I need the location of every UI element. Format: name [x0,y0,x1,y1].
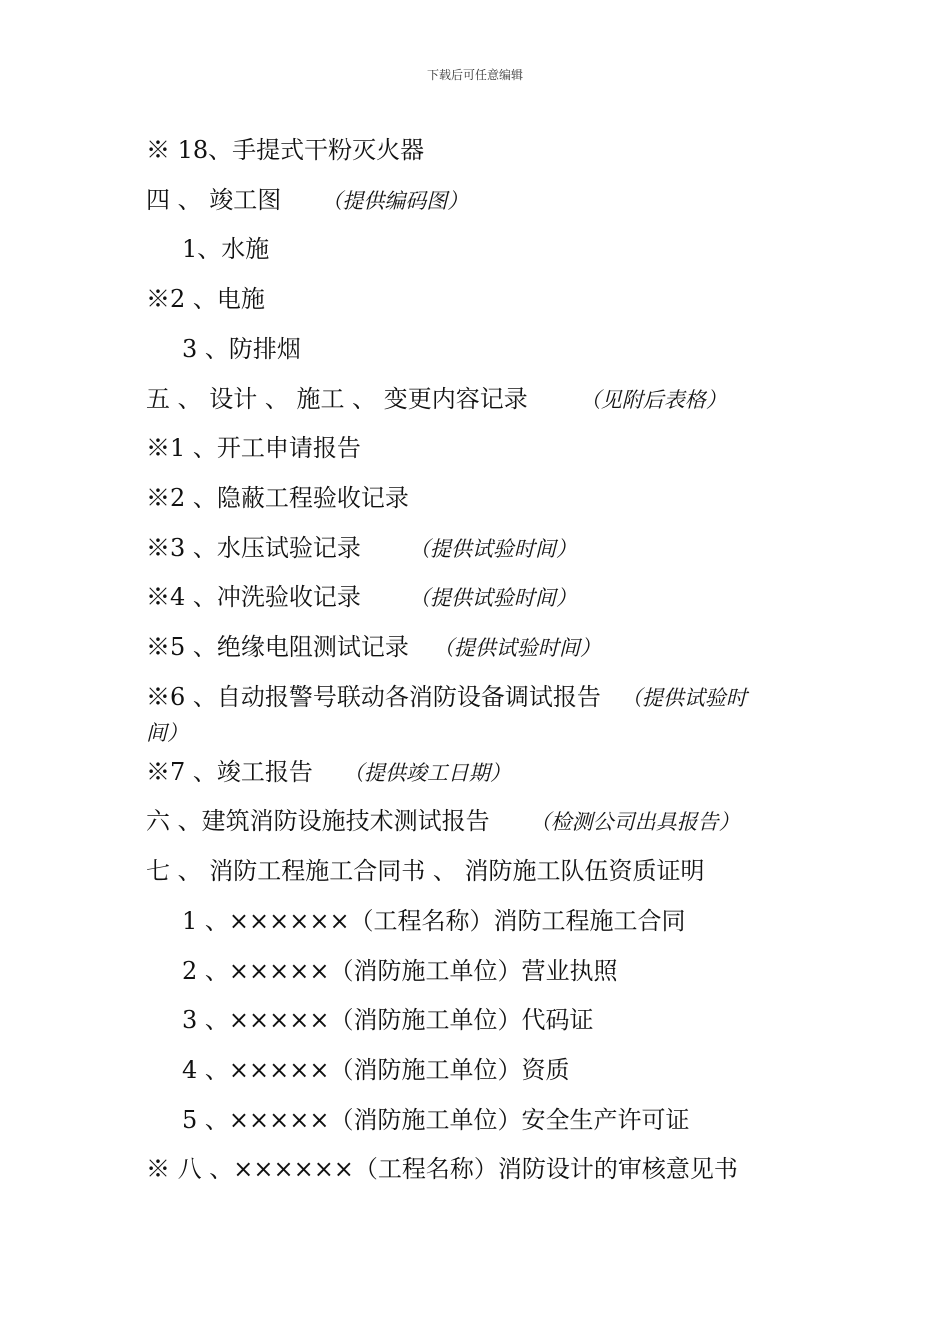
list-item [146,757,511,788]
item-text: ※ 18、手提式干粉灭火器 [146,136,425,164]
list-item [182,906,686,936]
list-item [182,234,269,264]
item-text: ※2 、电施 [146,285,265,313]
item-text: ※5 、绝缘电阻测试记录 [146,633,409,661]
item-note: （见附后表格） [579,388,727,412]
list-item [146,433,361,463]
item-note: （检测公司出具报告） [529,810,740,834]
item-text: 3 、防排烟 [182,335,301,363]
item-text: ※ 八 、××××××（工程名称）消防设计的审核意见书 [146,1155,738,1183]
list-item [146,483,409,513]
list-item [146,632,601,663]
item-text: ※2 、隐蔽工程验收记录 [146,484,409,512]
item-text: 1、水施 [182,235,270,263]
item-text: 四 、 竣工图 [146,186,282,214]
item-text: 1 、××××××（工程名称）消防工程施工合同 [182,907,686,935]
list-item [182,1005,593,1035]
item-text: 5 、×××××（消防施工单位）安全生产许可证 [182,1106,690,1134]
list-item [182,956,617,986]
list-item [146,185,468,216]
item-text: 五 、 设计 、 施工 、 变更内容记录 [146,385,528,413]
item-text: 3 、×××××（消防施工单位）代码证 [182,1006,594,1034]
item-note: （提供试验时间） [408,537,577,561]
item-text: ※1 、开工申请报告 [146,434,361,462]
item-note: （提供试验时间） [408,586,577,610]
item-note-continuation: 间） [146,721,188,745]
item-text: ※4 、冲洗验收记录 [146,583,361,611]
list-item [146,384,727,415]
item-text: 六 、建筑消防设施技术测试报告 [146,807,490,835]
list-item [146,135,424,165]
list-item [146,582,577,613]
item-text: 2 、×××××（消防施工单位）营业执照 [182,957,618,985]
list-item [146,682,747,713]
list-item [182,1055,569,1085]
item-text: 七 、 消防工程施工合同书 、 消防施工队伍资质证明 [146,857,705,885]
list-item [146,856,705,886]
list-item [182,1105,689,1135]
item-note: （提供竣工日期） [342,761,511,785]
list-item [146,1154,738,1184]
item-note: （提供试验时 [620,686,747,710]
list-item [146,806,740,837]
item-text: 4 、×××××（消防施工单位）资质 [182,1056,570,1084]
item-text: ※7 、竣工报告 [146,758,313,786]
item-text: ※6 、自动报警号联动各消防设备调试报告 [146,683,601,711]
list-item [146,284,265,314]
page-header: 下载后可任意编辑 [426,68,523,82]
list-item [146,533,577,564]
item-note: （提供编码图） [321,189,469,213]
item-note: （提供试验时间） [432,636,601,660]
list-item [182,334,301,364]
item-text: ※3 、水压试验记录 [146,534,361,562]
